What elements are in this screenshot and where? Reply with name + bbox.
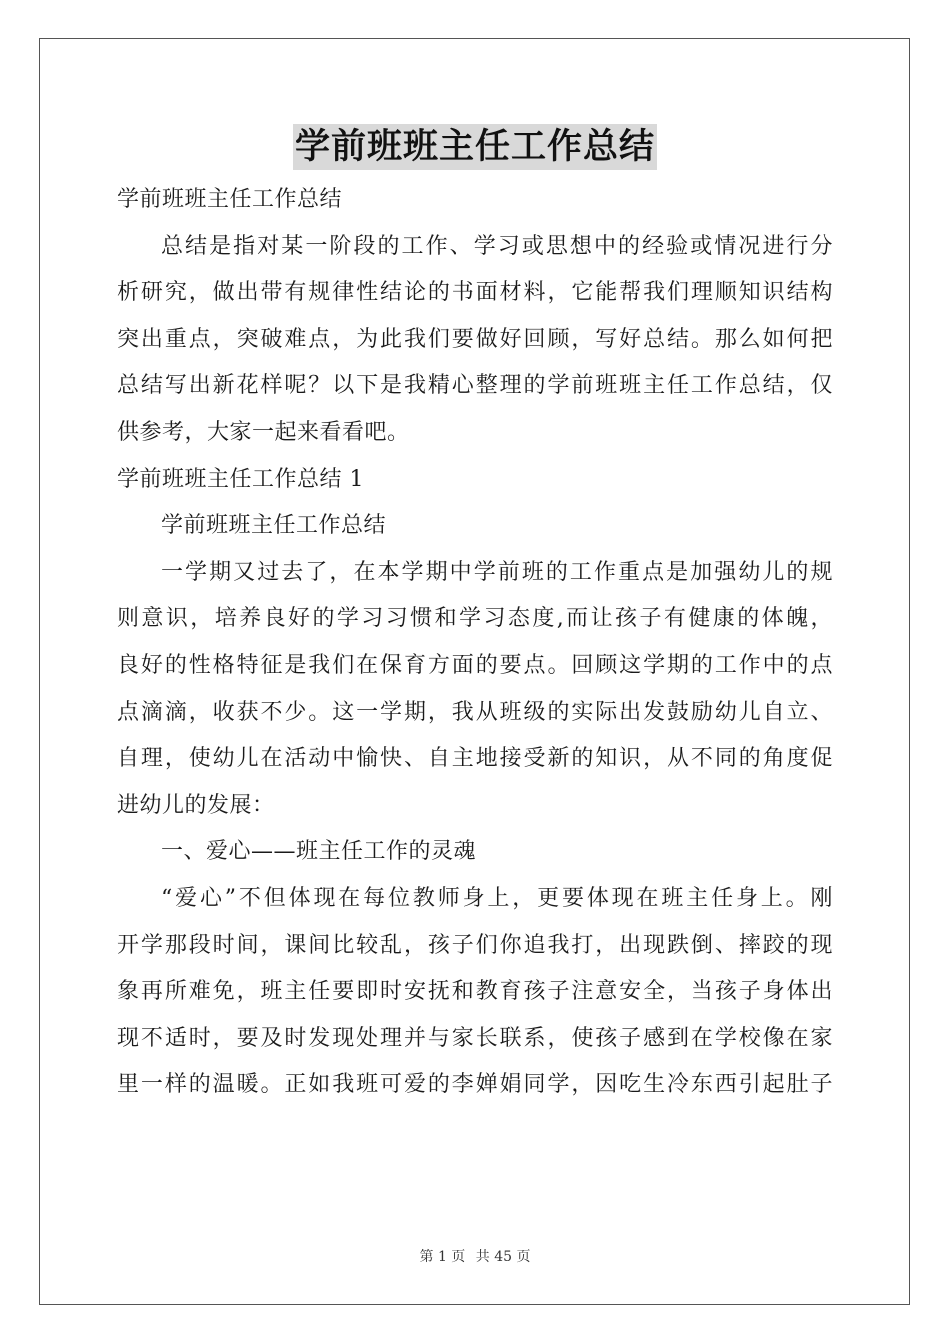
page-total: 共 45 页 [475,1249,531,1265]
paragraph-line: 良好的性格特征是我们在保育方面的要点。回顾这学期的工作中的点 [117,652,833,678]
subtitle-line: 学前班班主任工作总结 [117,187,343,212]
paragraph-line: 开学那段时间，课间比较乱，孩子们你追我打，出现跌倒、摔跤的现 [117,932,833,958]
paragraph-line: 则意识，培养良好的学习习惯和学习态度,而让孩子有健康的体魄， [117,606,833,632]
paragraph-line: 进幼儿的发展： [117,792,275,818]
paragraph-line: 点滴滴，收获不少。这一学期，我从班级的实际出发鼓励幼儿自立、 [117,699,833,725]
page-number: 第 1 页 [419,1249,466,1265]
paragraph-line: 总结是指对某一阶段的工作、学习或思想中的经验或情况进行分 [161,233,833,259]
section-heading: 学前班班主任工作总结 1 [117,466,364,492]
point-heading: 一、爱心——班主任工作的灵魂 [161,839,477,865]
document-body [117,177,833,1109]
paragraph-line: 供参考，大家一起来看看吧。 [117,419,410,445]
paragraph-line: 自理，使幼儿在活动中愉快、自主地接受新的知识，从不同的角度促 [117,746,833,772]
paragraph-line: 里一样的温暖。正如我班可爱的李婵娟同学，因吃生冷东西引起肚子 [117,1072,833,1098]
document-title: 学前班班主任工作总结 [293,124,657,170]
section-subtitle: 学前班班主任工作总结 [161,513,387,539]
paragraph-line: 一学期又过去了，在本学期中学前班的工作重点是加强幼儿的规 [161,559,833,585]
paragraph-line: “爱心”不但体现在每位教师身上，更要体现在班主任身上。刚 [161,885,833,911]
paragraph-line: 象再所难免，班主任要即时安抚和教育孩子注意安全，当孩子身体出 [117,979,833,1005]
title-container [0,124,950,170]
page-footer [0,1246,950,1266]
paragraph-line: 突出重点，突破难点，为此我们要做好回顾，写好总结。那么如何把 [117,326,833,352]
paragraph-line: 现不适时，要及时发现处理并与家长联系，使孩子感到在学校像在家 [117,1025,833,1051]
paragraph-line: 总结写出新花样呢？以下是我精心整理的学前班班主任工作总结，仅 [117,373,833,399]
paragraph-line: 析研究，做出带有规律性结论的书面材料，它能帮我们理顺知识结构 [117,280,833,306]
